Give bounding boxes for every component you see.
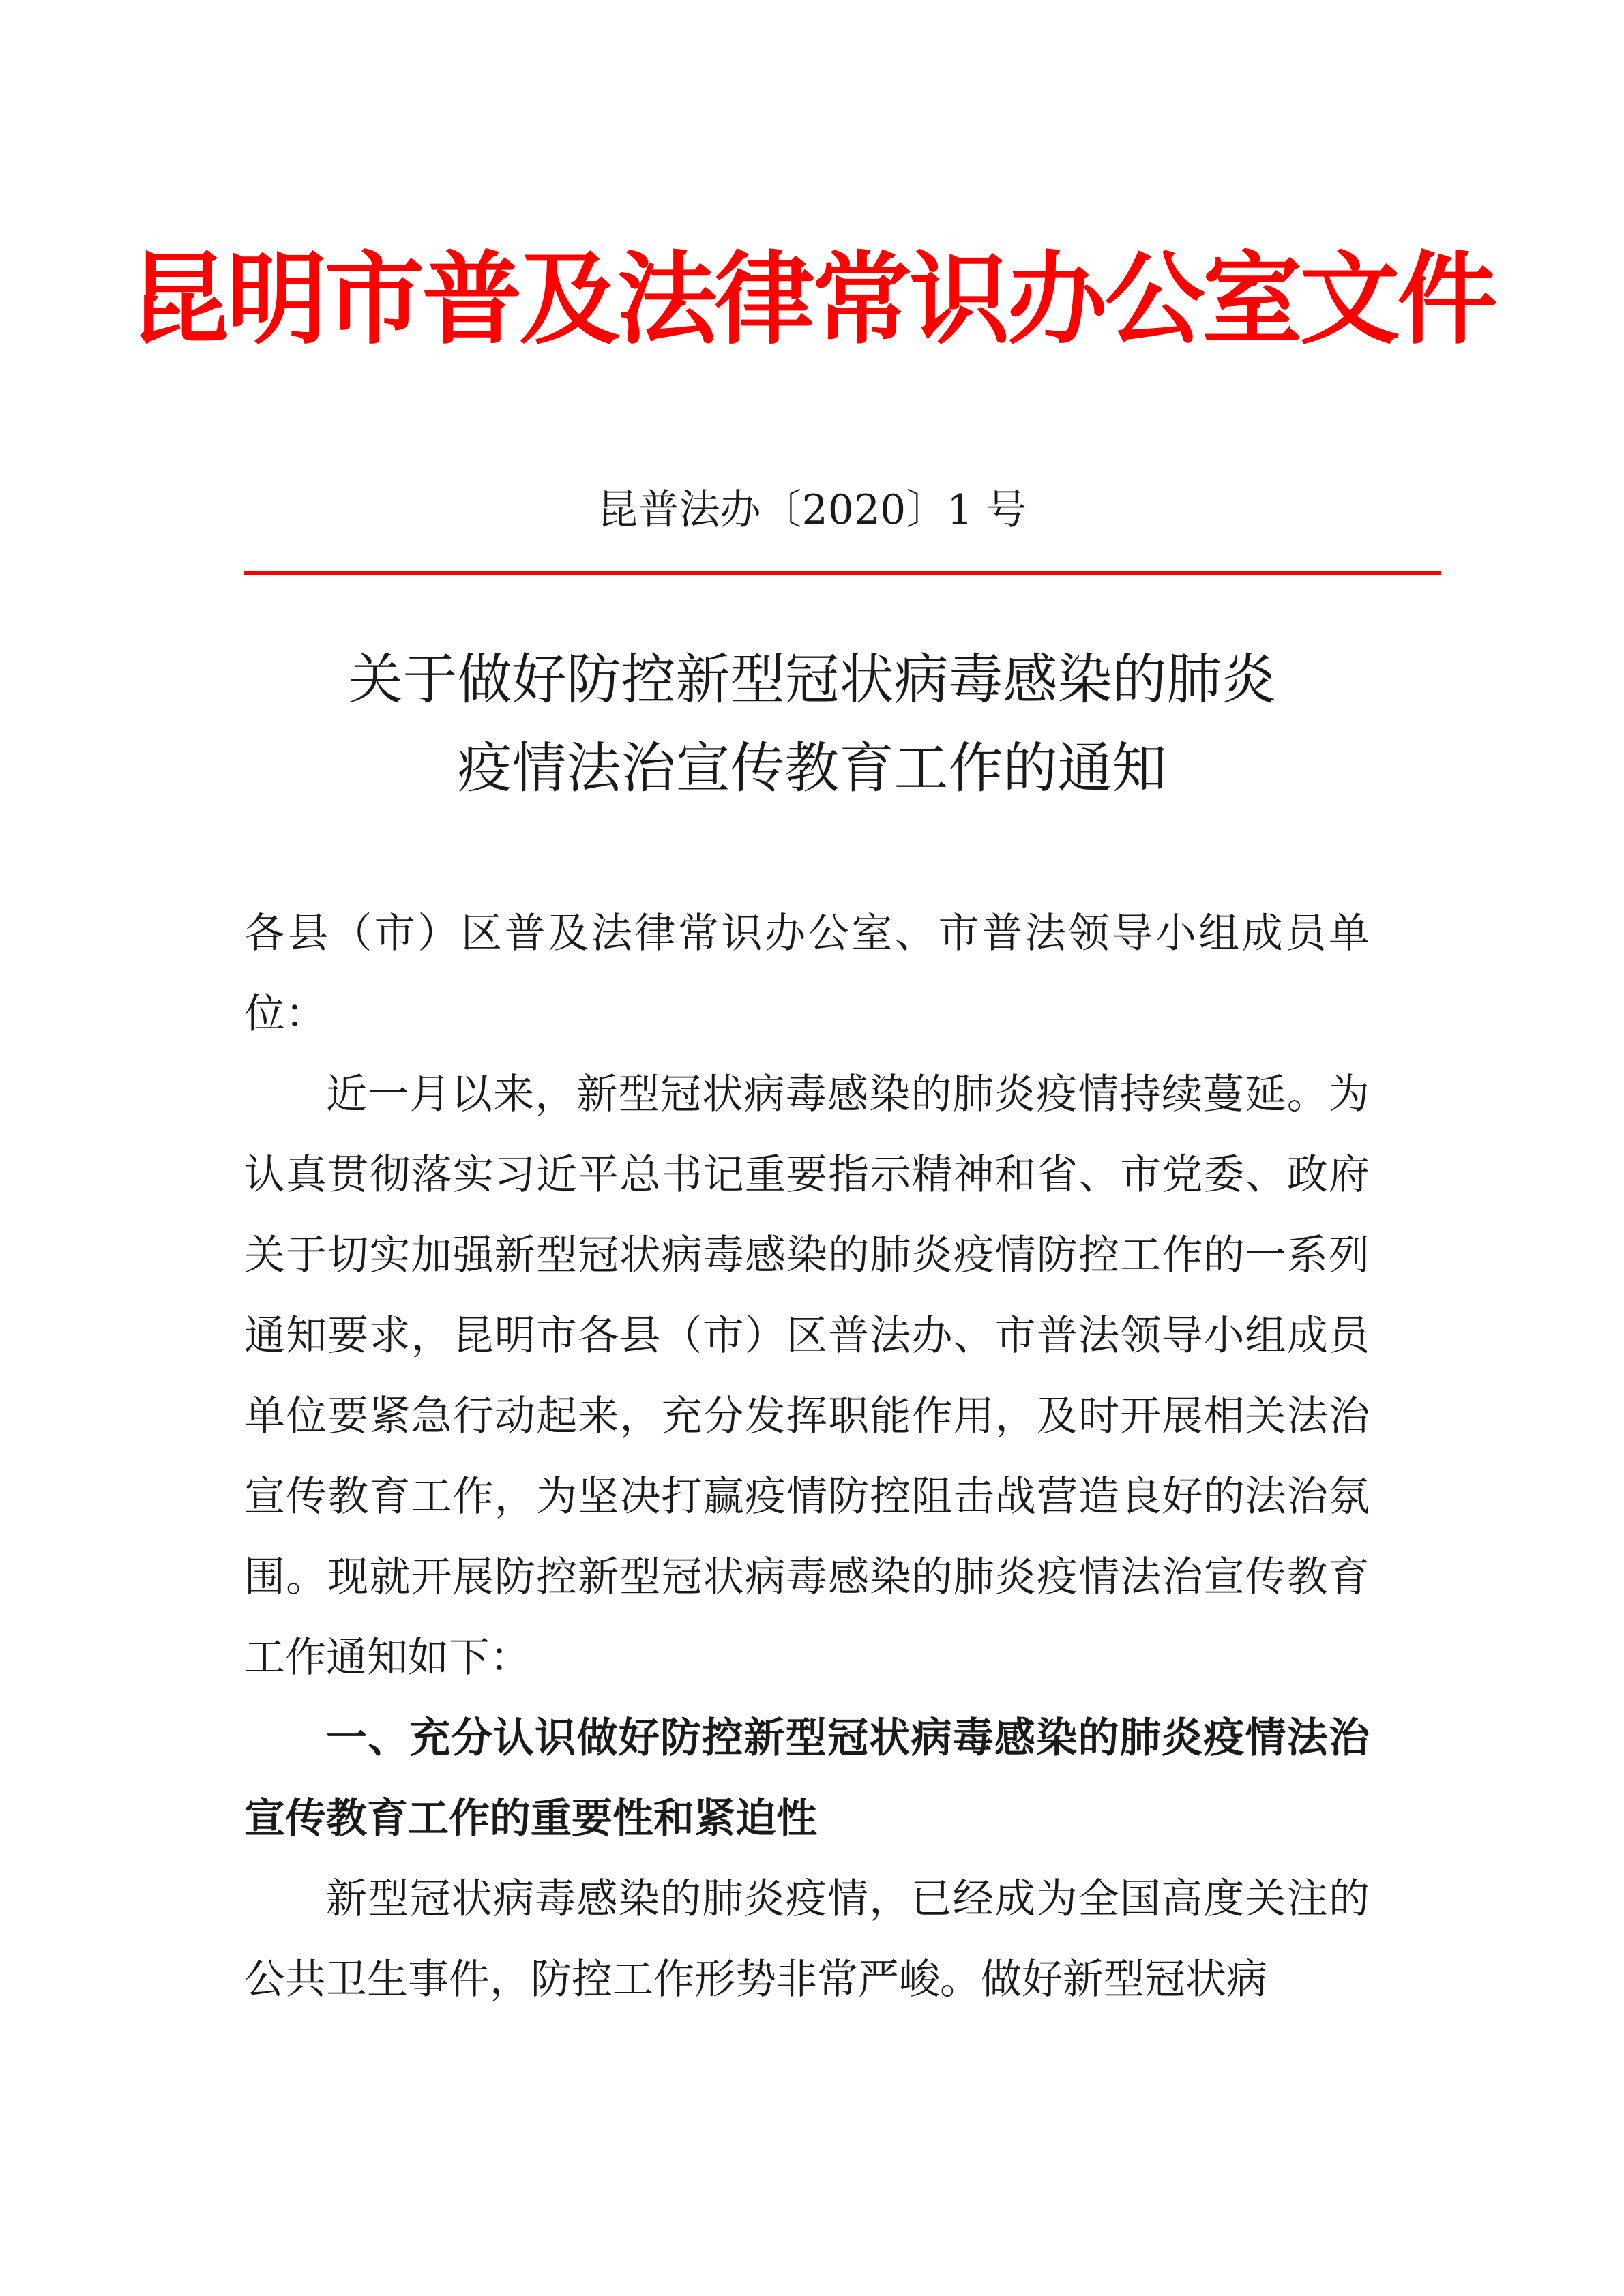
document-number: 昆普法办〔2020〕1 号 bbox=[597, 486, 1027, 534]
salutation: 各县（市）区普及法律常识办公室、市普法领导小组成员单位： bbox=[244, 910, 1370, 1038]
document-body bbox=[244, 893, 1370, 2020]
notice-title-line-1: 关于做好防控新型冠状病毒感染的肺炎 bbox=[348, 648, 1276, 711]
body-paragraph: 近一月以来，新型冠状病毒感染的肺炎疫情持续蔓延。为认真贯彻落实习近平总书记重要指示精神和省、市党委、政府关于切实加强新型冠状病毒感染的肺炎疫情防控工作的一系列通知要求，昆明市各县（市）区普法办、市普法领导小组成员单位要紧急行动起来，充分发挥职能作用，及时开展相关法治宣传教育工作，为坚决打赢疫情防控阻击战营造良好的法治氛围。现就开展防控新型冠状病毒感染的肺炎疫情法治宣传教育工作通知如下： bbox=[244, 1071, 1370, 1682]
notice-title-line-2: 疫情法治宣传教育工作的通知 bbox=[457, 736, 1167, 800]
notice-title bbox=[0, 636, 1624, 813]
body-paragraph: 新型冠状病毒感染的肺炎疫情，已经成为全国高度关注的公共卫生事件，防控工作形势非常严峻。做好新型冠状病 bbox=[244, 1875, 1370, 2003]
issuing-office-title: 昆明市普及法律常识办公室文件 bbox=[129, 241, 1495, 358]
section-heading: 一、充分认识做好防控新型冠状病毒感染的肺炎疫情法治宣传教育工作的重要性和紧迫性 bbox=[244, 1714, 1370, 1843]
red-divider-line bbox=[244, 571, 1441, 575]
